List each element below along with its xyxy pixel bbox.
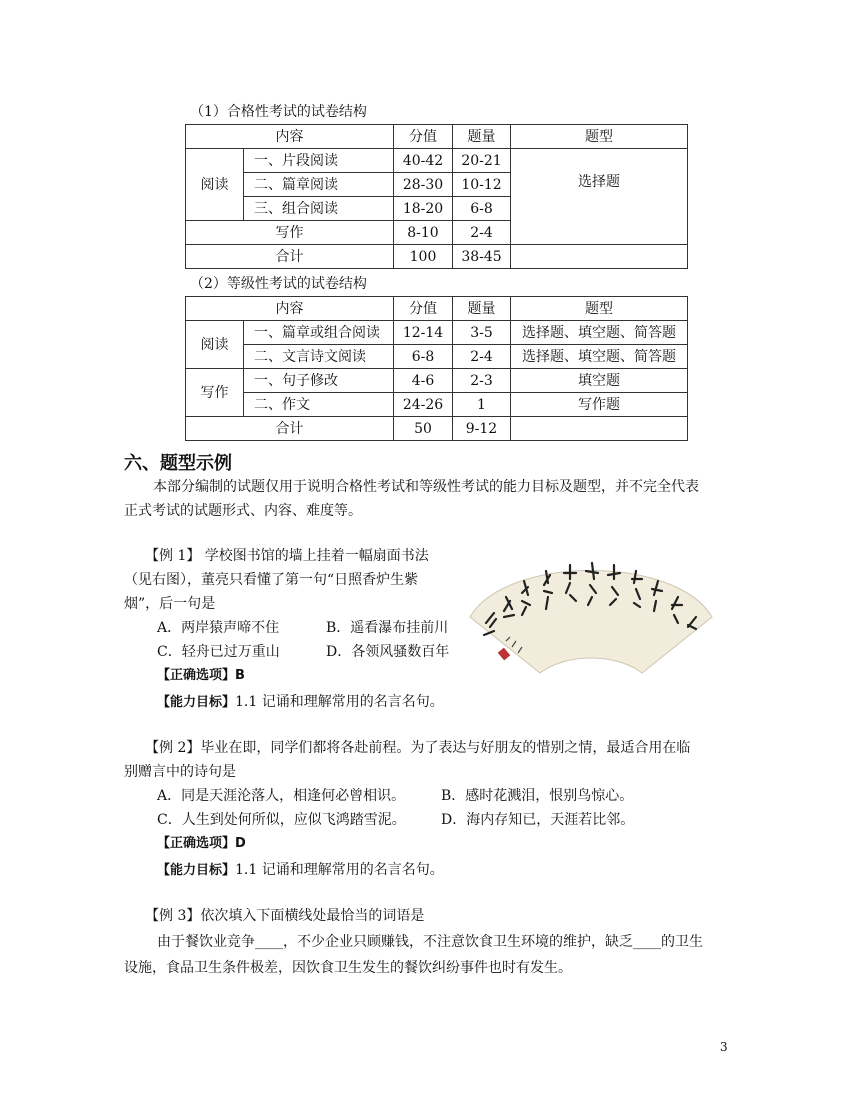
header-content: 内容 [186, 297, 394, 321]
ex1-option-b: B．遥看瀑布挂前川 [326, 620, 449, 636]
ex1-line2: （见右图），董亮只看懂了第一句“日照香炉生紫 [124, 572, 419, 588]
table-cell: 40-42 [394, 149, 453, 173]
ex2-option-c: C．人生到处何所似，应似飞鸿踏雪泥。 [157, 812, 406, 828]
reading-label: 阅读 [186, 149, 244, 221]
table-cell: 选择题、填空题、简答题 [511, 321, 688, 345]
table-cell: 12-14 [394, 321, 453, 345]
target-label: 【能力目标】 [157, 695, 236, 710]
table-cell: 1 [453, 393, 511, 417]
ex2-option-b: B．感时花溅泪，恨别鸟惊心。 [441, 788, 634, 804]
reading-label: 阅读 [186, 321, 244, 369]
ex3-line2: 由于餐饮业竞争____，不少企业只顾赚钱，不注意饮食卫生环境的维护，缺乏____的卫生 [157, 934, 703, 950]
table-cell: 4-6 [394, 369, 453, 393]
ex1-line3: 烟”，后一句是 [124, 596, 216, 612]
header-score: 分值 [394, 297, 453, 321]
table-cell: 三、组合阅读 [244, 197, 394, 221]
table-cell [511, 245, 688, 269]
ex1-option-a: A．两岸猿声啼不住 [157, 620, 280, 636]
intro-line-2: 正式考试的试题形式、内容、难度等。 [124, 503, 362, 519]
ex1-answer: 【正确选项】B [157, 668, 245, 683]
exam-structure-table-2 [185, 296, 688, 441]
ex2-line1: 【例 2】毕业在即，同学们都将各赴前程。为了表达与好朋友的惜别之情，最适合用在临 [145, 740, 691, 756]
table-cell: 10-12 [453, 173, 511, 197]
writing-label: 写作 [186, 369, 244, 417]
table-cell: 38-45 [453, 245, 511, 269]
ex3-line3: 设施，食品卫生条件极差，因饮食卫生发生的餐饮纠纷事件也时有发生。 [124, 960, 572, 976]
table-cell: 二、篇章阅读 [244, 173, 394, 197]
ex3-line1: 【例 3】依次填入下面横线处最恰当的词语是 [145, 908, 425, 924]
target-label: 【能力目标】 [157, 863, 236, 878]
table-cell: 20-21 [453, 149, 511, 173]
table-cell: 填空题 [511, 369, 688, 393]
table-cell: 24-26 [394, 393, 453, 417]
header-score: 分值 [394, 125, 453, 149]
ex1-option-d: D．各领风骚数百年 [326, 644, 450, 660]
table-cell: 6-8 [394, 345, 453, 369]
ex2-option-a: A．同是天涯沦落人，相逢何必曾相识。 [157, 788, 406, 804]
ex2-line2: 别赠言中的诗句是 [124, 764, 236, 780]
table-cell: 9-12 [453, 417, 511, 441]
header-type: 题型 [511, 297, 688, 321]
header-content: 内容 [186, 125, 394, 149]
ex2-answer: 【正确选项】D [157, 836, 246, 851]
table1-caption: （1）合格性考试的试卷结构 [190, 104, 367, 120]
table2-caption: （2）等级性考试的试卷结构 [190, 276, 367, 292]
target-text: 1.1 记诵和理解常用的名言名句。 [235, 862, 444, 878]
header-count: 题量 [453, 125, 511, 149]
page-number: 3 [720, 1040, 728, 1054]
table-cell: 50 [394, 417, 453, 441]
table-cell: 二、文言诗文阅读 [244, 345, 394, 369]
table-cell: 选择题、填空题、简答题 [511, 345, 688, 369]
section-heading: 六、题型示例 [124, 453, 232, 474]
table-cell [511, 417, 688, 441]
ex1-target [157, 690, 444, 715]
ex2-option-d: D．海内存知已，天涯若比邻。 [441, 812, 635, 828]
table-cell: 18-20 [394, 197, 453, 221]
exam-structure-table-1 [185, 124, 688, 269]
reading-type: 选择题 [511, 149, 688, 245]
table-cell: 28-30 [394, 173, 453, 197]
table-cell: 一、句子修改 [244, 369, 394, 393]
table-cell: 2-4 [453, 221, 511, 245]
total-label: 合计 [186, 245, 394, 269]
writing-label: 写作 [186, 221, 394, 245]
header-type: 题型 [511, 125, 688, 149]
table-cell: 写作题 [511, 393, 688, 417]
intro-line-1: 本部分编制的试题仅用于说明合格性考试和等级性考试的能力目标及题型，并不完全代表 [153, 479, 699, 495]
ex1-line1: 【例 1】 学校图书馆的墙上挂着一幅扇面书法 [145, 548, 429, 564]
total-label: 合计 [186, 417, 394, 441]
ex2-target [157, 858, 444, 883]
fan-calligraphy-image [466, 545, 716, 680]
table-cell: 2-3 [453, 369, 511, 393]
table-cell: 2-4 [453, 345, 511, 369]
table-cell: 一、片段阅读 [244, 149, 394, 173]
table-cell: 100 [394, 245, 453, 269]
table-cell: 8-10 [394, 221, 453, 245]
header-count: 题量 [453, 297, 511, 321]
table-cell: 二、作文 [244, 393, 394, 417]
table-cell: 6-8 [453, 197, 511, 221]
ex1-option-c: C．轻舟已过万重山 [157, 644, 280, 660]
table-cell: 一、篇章或组合阅读 [244, 321, 394, 345]
target-text: 1.1 记诵和理解常用的名言名句。 [235, 694, 444, 710]
table-cell: 3-5 [453, 321, 511, 345]
